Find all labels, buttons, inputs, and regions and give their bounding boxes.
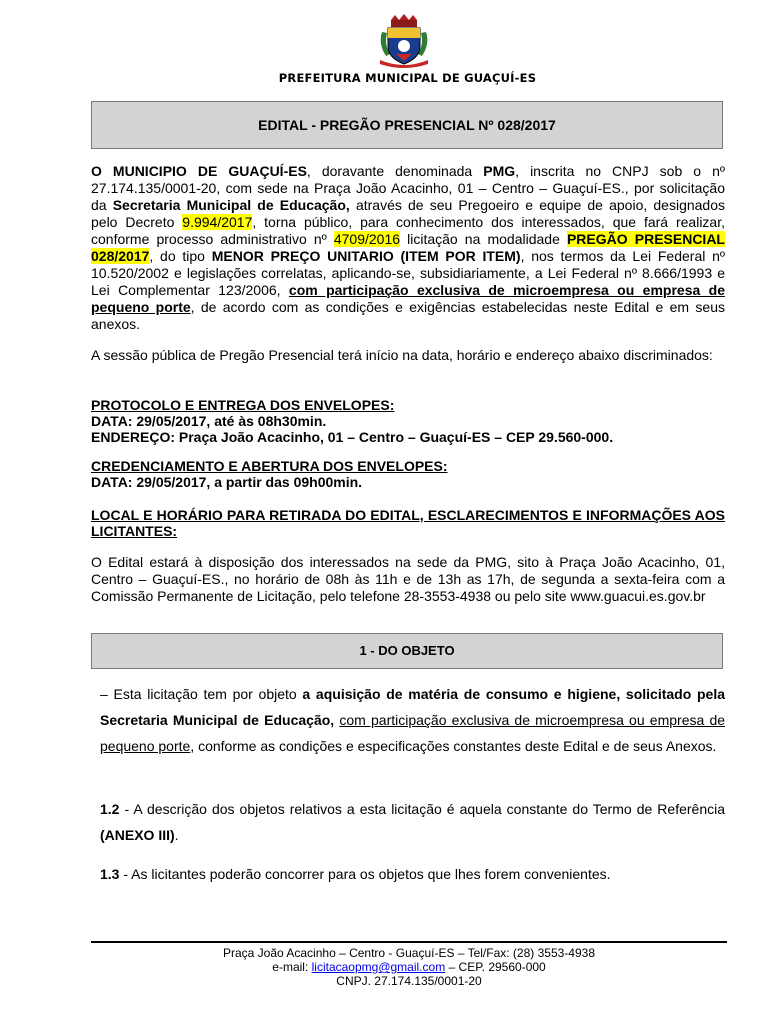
anexo-reference: (ANEXO III) (100, 827, 175, 843)
municipal-crest-icon (376, 14, 432, 68)
objeto-description: a aquisição de matéria de consumo e higiene, solicitado pela Secretaria Municipal de Educação, (100, 686, 726, 728)
session-paragraph: A sessão pública de Pregão Presencial terá início na data, horário e endereço abaixo discriminados: (91, 347, 713, 363)
intro-text: através de seu Pregoeiro e equipe de apoio, designados pelo Decreto (91, 197, 726, 230)
protocolo-address: ENDEREÇO: Praça João Acacinho, 01 – Centro – Guaçuí-ES – CEP 29.560-000. (91, 429, 614, 445)
protocolo-date: DATA: 29/05/2017, até às 08h30min. (91, 413, 327, 429)
intro-paragraph (91, 163, 725, 333)
footer-address: Praça João Acacinho – Centro - Guaçuí-ES – Tel/Fax: (28) 3553-4938 (223, 946, 595, 960)
credenciamento-heading: CREDENCIAMENTO E ABERTURA DOS ENVELOPES: (91, 458, 448, 474)
objeto-text: , conforme as condições e especificações constantes deste Edital e de seus Anexos. (190, 738, 717, 754)
decreto-number: 9.994/2017 (182, 214, 253, 230)
intro-secretaria: Secretaria Municipal de Educação, (112, 197, 350, 213)
protocolo-section (91, 397, 725, 445)
intro-text: , torna público, para conhecimento dos interessados, que fará realizar, conforme processo administrativo nº (91, 214, 725, 247)
clause-text: - As licitantes poderão concorrer para os objetos que lhes forem convenientes. (119, 866, 611, 882)
local-paragraph: O Edital estará à disposição dos interessados na sede da PMG, sito à Praça João Acacinho, 01, Centro – Guaçuí-ES., no horário de 08h às 11h e de 13h as 17h, de segunda a sexta-feira com a Comissão Permanente de Licitação, pelo telefone 28-3553-4938 ou pelo site www.guacui.es.gov.br (91, 554, 725, 604)
credenciamento-date: DATA: 29/05/2017, a partir das 09h00min. (91, 474, 363, 490)
protocolo-heading: PROTOCOLO E ENTREGA DOS ENVELOPES: (91, 397, 395, 413)
pregao-number: PREGÃO PRESENCIAL 028/2017 (91, 231, 725, 264)
clause-text: - A descrição dos objetos relativos a esta licitação é aquela constante do Termo de Referência (119, 801, 725, 817)
footer-cep: – CEP. 29560-000 (445, 960, 546, 974)
intro-text: , do tipo (149, 248, 212, 264)
objeto-paragraph-3 (100, 861, 725, 887)
footer-cnpj: CNPJ. 27.174.135/0001-20 (336, 974, 482, 988)
footer (91, 946, 727, 988)
intro-pmg: PMG (483, 163, 516, 179)
intro-text: , de acordo com as condições e exigências estabelecidas neste Edital e em seus anexos. (91, 299, 725, 332)
intro-text: licitação na modalidade (400, 231, 567, 247)
local-heading: LOCAL E HORÁRIO PARA RETIRADA DO EDITAL, ESCLARECIMENTOS E INFORMAÇÕES AOS LICITANTES: (91, 507, 725, 539)
footer-email-link[interactable]: licitacaopmg@gmail.com (311, 960, 446, 974)
objeto-exclusive: com participação exclusiva de microempresa ou empresa de pequeno porte (100, 712, 726, 754)
exclusive-participation: com participação exclusiva de microempresa ou empresa de pequeno porte (91, 282, 725, 315)
footer-email-label: e-mail: (272, 960, 312, 974)
clause-number: 1.2 (100, 801, 120, 817)
footer-divider (91, 941, 727, 943)
objeto-text: – Esta licitação tem por objeto (100, 686, 303, 702)
objeto-paragraph-1 (100, 681, 725, 759)
processo-number: 4709/2016 (333, 231, 401, 247)
intro-text: , nos termos da Lei Federal nº 10.520/2002 e legislações correlatas, aplicando-se, subsidiariamente, a Lei Federal nº 8.666/1993 e Lei Complementar 123/2006, (91, 248, 725, 298)
clause-text: . (174, 827, 179, 843)
credenciamento-section (91, 458, 725, 490)
footer-contact (91, 960, 727, 974)
local-section (91, 507, 725, 539)
intro-text: , inscrita no CNPJ sob o nº 27.174.135/0001-20, com sede na Praça João Acacinho, 01 – Centro – Guaçuí-ES., por solicitação da (91, 163, 725, 213)
objeto-paragraph-2 (100, 796, 725, 848)
objeto-title-box: 1 - DO OBJETO (91, 633, 723, 669)
intro-municipio: O MUNICIPIO DE GUAÇUÍ-ES (91, 163, 307, 179)
intro-text: , doravante denominada (306, 163, 484, 179)
edital-title-box: EDITAL - PREGÃO PRESENCIAL Nº 028/2017 (91, 101, 723, 149)
tipo-menor-preco: MENOR PREÇO UNITARIO (ITEM POR ITEM) (211, 248, 521, 264)
clause-number: 1.3 (100, 866, 120, 882)
header-title: PREFEITURA MUNICIPAL DE GUAÇUÍ-ES (278, 71, 537, 85)
